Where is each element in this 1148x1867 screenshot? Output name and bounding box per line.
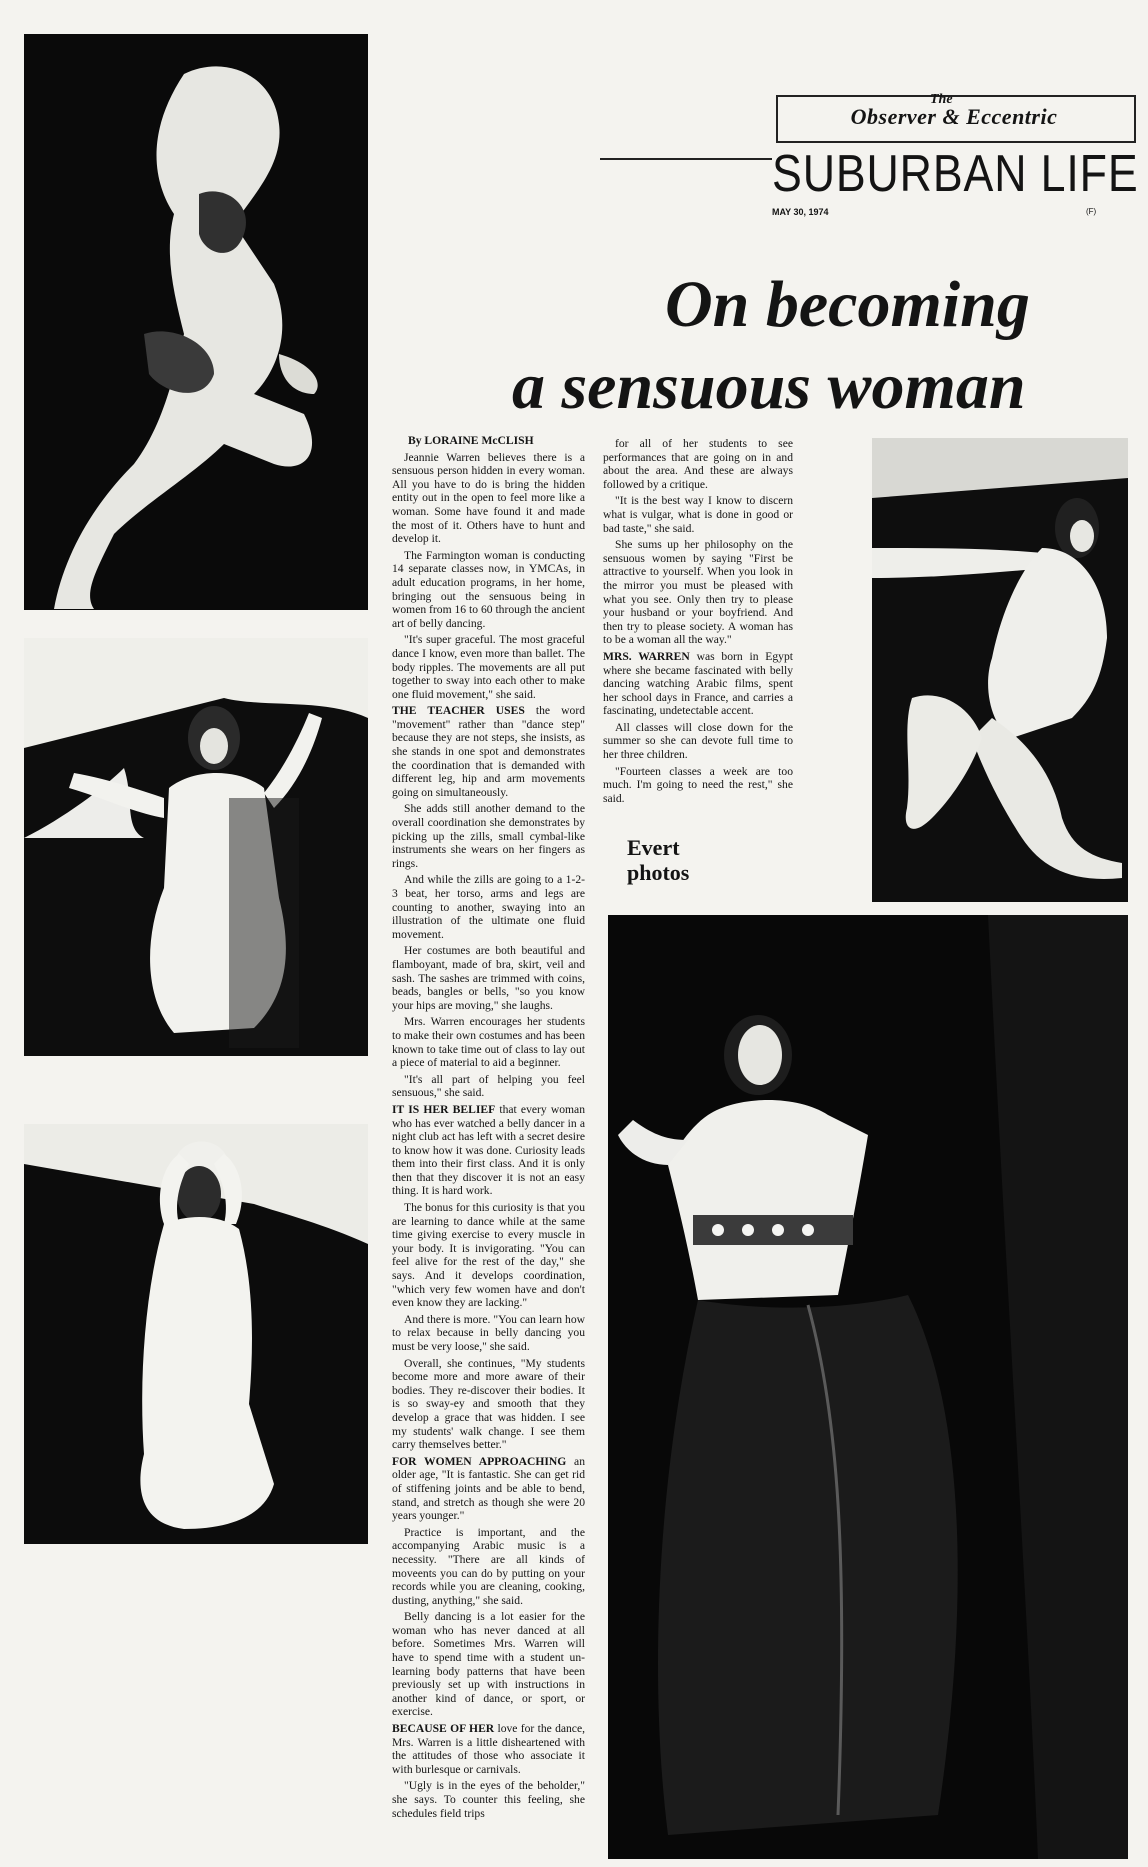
article-paragraph xyxy=(392,1779,585,1820)
paragraph-text: "It is the best way I know to discern what is vulgar, what is done in good or bad taste," she said. xyxy=(603,494,793,535)
paragraph-text: "It's all part of helping you feel sensuous," she said. xyxy=(392,1072,585,1100)
article-paragraph xyxy=(392,873,585,941)
photo-credit xyxy=(627,835,689,885)
photo-credit-line-2: photos xyxy=(627,860,690,885)
issue-date: MAY 30, 1974 xyxy=(772,207,829,217)
article-paragraph xyxy=(392,1313,585,1354)
paragraph-subhead: FOR WOMEN APPROACHING xyxy=(392,1454,567,1468)
article-paragraph xyxy=(392,1722,585,1776)
edition-marker: (F) xyxy=(1086,207,1097,216)
paragraph-text: that every woman who has ever watched a belly dancer in a night club act has left with a secret desire to know how it was done. Curiosity leads them into their first class. And it is only then that they discover it is not an easy thing. It is hard work. xyxy=(392,1102,585,1198)
paragraph-text: for all of her students to see performances that are going on in and about the area. And these are always followed by a critique. xyxy=(603,437,793,491)
article-paragraph xyxy=(603,650,793,718)
article-column-2 xyxy=(603,437,793,808)
photo-dancer-in-costume xyxy=(608,915,1128,1859)
article-paragraph xyxy=(392,549,585,631)
article-paragraph xyxy=(392,944,585,1012)
paragraph-text: "It's super graceful. The most graceful dance I know, even more than ballet. The body ripples. The movements are all put together to sway into each other to make one fluid movement," she said. xyxy=(392,633,585,701)
column-1-body xyxy=(392,451,585,1821)
article-paragraph xyxy=(603,437,793,491)
section-title: SUBURBAN LIFE xyxy=(772,145,1139,203)
article-paragraph xyxy=(392,1526,585,1608)
section-rule xyxy=(600,158,772,160)
paragraph-text: Belly dancing is a lot easier for the woman who has never danced at all before. Sometimes Mrs. Warren will have to spend time with a student un-learning body patterns that have been previously set up with instructions in another kind of dance, or sport, or exercise. xyxy=(392,1610,585,1719)
article-paragraph xyxy=(603,765,793,806)
article-paragraph xyxy=(392,633,585,701)
newspaper-name: Observer & Eccentric xyxy=(850,104,1058,129)
paragraph-text: "Fourteen classes a week are too much. I'm going to need the rest," she said. xyxy=(603,764,793,805)
photo-dancer-kneeling-arms-extended xyxy=(872,438,1128,902)
photo-dancer-kneeling-back-bend xyxy=(24,34,368,610)
paragraph-subhead: MRS. WARREN xyxy=(603,649,690,663)
paragraph-text: the word "movement" rather than "dance step" because they are not steps, she insists, as she stands in one spot and demonstrates the coordination that is demanded with different leg, hip and arm movements going on simultaneously. xyxy=(392,704,585,799)
article-paragraph xyxy=(392,802,585,870)
article-paragraph xyxy=(392,1455,585,1523)
headline-line-2: a sensuous woman xyxy=(512,350,1026,423)
article-paragraph xyxy=(392,1015,585,1069)
paragraph-text: The bonus for this curiosity is that you are learning to dance while at the same time giving exercise to every muscle in your body. It is invigorating. "You can feel alive for the rest of the day," she says. And it develops coordination, "which very few women have and don't even know they are lacking." xyxy=(392,1201,585,1310)
article-paragraph xyxy=(392,1357,585,1452)
paragraph-text: Practice is important, and the accompanying Arabic music is a necessity. "There are all kinds of moveents you can do by putting on your records while you are cleaning, cooking, dusting, anything," she said. xyxy=(392,1525,585,1607)
byline: By LORAINE McCLISH xyxy=(408,434,534,447)
paragraph-text: was born in Egypt where she became fascinated with belly dancing watching Arabic films, spent her school days in France, and carries a fascinating, undetectable accent. xyxy=(603,649,793,718)
article-paragraph xyxy=(603,494,793,535)
photo-dancer-arms-raised xyxy=(24,638,368,1056)
paragraph-subhead: THE TEACHER USES xyxy=(392,704,525,718)
article-paragraph xyxy=(392,1610,585,1719)
paragraph-text: The Farmington woman is conducting 14 separate classes now, in YMCAs, in adult education programs, in her home, bringing out the sensuous being in women from 16 to 60 through the ancient art of belly dancing. xyxy=(392,548,585,630)
headline-line-1: On becoming xyxy=(665,268,1030,341)
paragraph-text: "Ugly is in the eyes of the beholder," she says. To counter this feeling, she schedules field trips xyxy=(392,1779,585,1820)
paragraph-text: All classes will close down for the summer so she can devote full time to her three children. xyxy=(603,720,793,762)
paragraph-text: And while the zills are going to a 1-2-3 beat, her torso, arms and legs are counting to another, swaying into an illustration of the ultimate one fluid movement. xyxy=(392,873,585,941)
paragraph-text: an older age, "It is fantastic. She can get rid of stiffening joints and be able to bend, stand, and stretch as though she were 20 years younger." xyxy=(392,1454,585,1523)
article-column-1 xyxy=(392,434,585,1823)
paragraph-text: And there is more. "You can learn how to relax because in belly dancing you must be very loose," she said. xyxy=(392,1312,585,1353)
article-paragraph xyxy=(392,1103,585,1198)
masthead-the: The xyxy=(930,92,953,107)
column-2-body xyxy=(603,437,793,805)
paragraph-text: Her costumes are both beautiful and flamboyant, made of bra, skirt, veil and sash. The sashes are trimmed with coins, beads, bangles or bells, "so you know your hips are moving," she laughs. xyxy=(392,944,585,1012)
paragraph-subhead: BECAUSE OF HER xyxy=(392,1722,495,1736)
article-paragraph xyxy=(392,704,585,799)
paragraph-text: She adds still another demand to the overall coordination she demonstrates by picking up the zills, small cymbal-like instruments she wears on her fingers as rings. xyxy=(392,802,585,870)
photo-credit-line-1: Evert xyxy=(627,835,680,860)
article-paragraph xyxy=(603,721,793,762)
photo-dancer-arms-overhead xyxy=(24,1124,368,1544)
article-paragraph xyxy=(392,451,585,546)
paragraph-text: Mrs. Warren encourages her students to make their own costumes and has been known to take time out of class to lay out a piece of material to aid a beginner. xyxy=(392,1015,585,1070)
paragraph-text: She sums up her philosophy on the sensuous women by saying "First be attractive to yourself. When you look in the mirror you must be pleased with what you see. Only then try to please your husband or your boyfriend. And then try to please society. A woman has to be a woman all the way." xyxy=(603,538,793,647)
paragraph-text: love for the dance, Mrs. Warren is a little disheartened with the attitudes of those who associate it with burlesque or carnivals. xyxy=(392,1722,585,1776)
article-paragraph xyxy=(392,1201,585,1310)
paragraph-text: Jeannie Warren believes there is a sensuous person hidden in every woman. All you have to do is bring the hidden entity out in the open to feel more like a woman. Some have found it and made the most of it. Others have to hunt and develop it. xyxy=(392,450,585,546)
paragraph-subhead: IT IS HER BELIEF xyxy=(392,1102,496,1116)
paragraph-text: Overall, she continues, "My students become more and more aware of their bodies. They re-discover their bodies. It is so sway-ey and smooth that they develop a grace that was hidden. I see my students' walk change. I see them carry themselves better." xyxy=(392,1356,585,1452)
article-paragraph xyxy=(603,538,793,647)
article-paragraph xyxy=(392,1073,585,1100)
